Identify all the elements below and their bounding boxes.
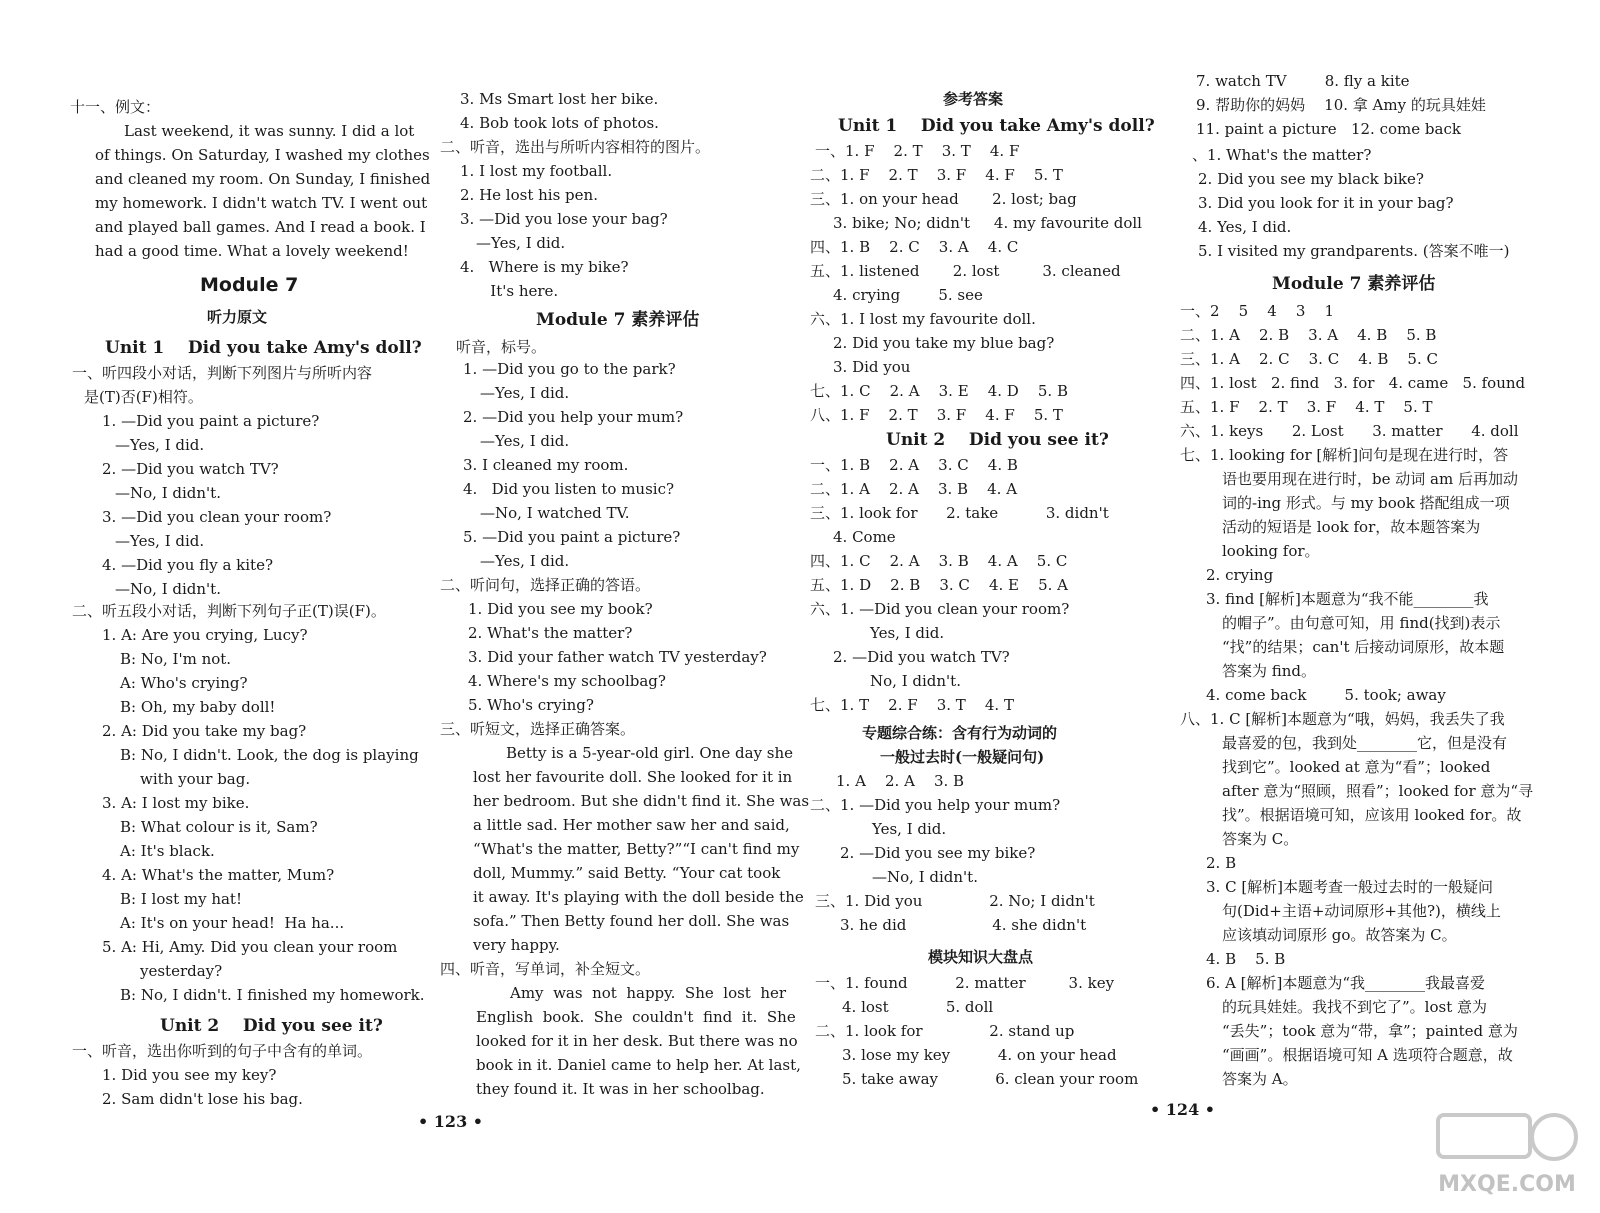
col4-line-13: 四、1. lost 2. find 3. for 4. came 5. found xyxy=(1180,374,1526,392)
col4-line-22: 3. find [解析]本题意为“我不能________我 xyxy=(1206,590,1489,608)
col4-line-33: 2. B xyxy=(1206,854,1237,872)
col4-line-28: 最喜爱的包，我到处________它，但是没有 xyxy=(1222,734,1508,752)
col1-line-40: 1. Did you see my key? xyxy=(102,1066,277,1084)
col4-line-29: 找到它”。looked at 意为“看”；looked xyxy=(1222,758,1491,776)
col4-line-31: 找”。根据语境可知，应该用 looked for。故 xyxy=(1222,806,1522,824)
col2-line-33: doll, Mummy.” said Betty. “Your cat took xyxy=(473,864,781,882)
col2-line-1: 3. Ms Smart lost her bike. xyxy=(460,90,659,108)
col4-line-18: 词的-ing 形式。与 my book 搭配组成一项 xyxy=(1222,494,1510,512)
col1-line-13: 1. —Did you paint a picture? xyxy=(102,412,320,430)
col3-line-21: 五、1. D 2. B 3. C 4. E 5. A xyxy=(810,576,1068,594)
col4-line-35: 句(Did+主语+动词原形+其他?)，横线上 xyxy=(1222,902,1501,920)
col3-line-31: Yes, I did. xyxy=(872,820,947,838)
col2-line-11: 听音，标号。 xyxy=(456,338,547,356)
col3-line-28: 一般过去时(一般疑问句) xyxy=(880,748,1045,766)
col1-line-1: 十一、例文： xyxy=(70,98,161,116)
col3-line-11: 2. Did you take my blue bag? xyxy=(833,334,1055,352)
col4-line-42: 答案为 A。 xyxy=(1222,1070,1298,1088)
col1-line-23: B: No, I'm not. xyxy=(120,650,232,668)
col3-line-9: 4. crying 5. see xyxy=(833,286,983,304)
col3-line-4: 二、1. F 2. T 3. F 4. F 5. T xyxy=(810,166,1063,184)
col3-line-36: 模块知识大盘点 xyxy=(928,948,1034,966)
col2-line-25: 4. Where's my schoolbag? xyxy=(468,672,666,690)
col1-line-33: B: I lost my hat! xyxy=(120,890,242,908)
col4-line-24: “找”的结果；can't 后接动词原形，故本题 xyxy=(1222,638,1505,656)
col3-line-10: 六、1. I lost my favourite doll. xyxy=(810,310,1036,328)
col4-line-34: 3. C [解析]本题考查一般过去时的一般疑问 xyxy=(1206,878,1494,896)
col2-line-29: lost her favourite doll. She looked for it in xyxy=(473,768,793,786)
col1-line-20: —No, I didn't. xyxy=(115,580,221,598)
col3-line-35: 3. he did 4. she didn't xyxy=(840,916,1087,934)
col1-line-10: Unit 1 Did you take Amy's doll? xyxy=(105,338,422,358)
col1-line-2: Last weekend, it was sunny. I did a lot xyxy=(124,122,415,140)
col1-line-6: and played ball games. And I read a book. I xyxy=(95,218,426,236)
col3-line-25: No, I didn't. xyxy=(870,672,961,690)
col3-line-34: 三、1. Did you 2. No; I didn't xyxy=(815,892,1095,910)
col2-line-21: 二、听问句，选择正确的答语。 xyxy=(440,576,651,594)
col1-line-11: 一、听四段小对话，判断下列图片与所听内容 xyxy=(72,364,373,382)
col3-line-37: 一、1. found 2. matter 3. key xyxy=(815,974,1115,992)
col4-line-26: 4. come back 5. took; away xyxy=(1206,686,1446,704)
col1-line-7: had a good time. What a lovely weekend! xyxy=(95,242,409,260)
col4-line-19: 活动的短语是 look for，故本题答案为 xyxy=(1222,518,1481,536)
col1-line-27: B: No, I didn't. Look, the dog is playing xyxy=(120,746,419,764)
col2-line-8: 4. Where is my bike? xyxy=(460,258,629,276)
col1-line-39: 一、听音，选出你听到的句子中含有的单词。 xyxy=(72,1042,373,1060)
col1-line-32: 4. A: What's the matter, Mum? xyxy=(102,866,335,884)
col4-line-5: 2. Did you see my black bike? xyxy=(1198,170,1424,188)
col4-line-12: 三、1. A 2. C 3. C 4. B 5. C xyxy=(1180,350,1438,368)
col4-line-7: 4. Yes, I did. xyxy=(1198,218,1292,236)
col2-line-18: —No, I watched TV. xyxy=(480,504,630,522)
col1-line-30: B: What colour is it, Sam? xyxy=(120,818,318,836)
col4-line-41: “画画”。根据语境可知 A 选项符合题意，故 xyxy=(1222,1046,1513,1064)
col2-line-12: 1. —Did you go to the park? xyxy=(463,360,676,378)
col2-line-5: 2. He lost his pen. xyxy=(460,186,598,204)
col1-line-37: B: No, I didn't. I finished my homework. xyxy=(120,986,425,1004)
col3-line-41: 5. take away 6. clean your room xyxy=(842,1070,1139,1088)
col3-line-15: Unit 2 Did you see it? xyxy=(886,430,1109,450)
col2-line-24: 3. Did your father watch TV yesterday? xyxy=(468,648,767,666)
col2-line-34: it away. It's playing with the doll beside the xyxy=(473,888,804,906)
col2-line-3: 二、听音，选出与所听内容相符的图片。 xyxy=(440,138,711,156)
col4-line-25: 答案为 find。 xyxy=(1222,662,1317,680)
col4-line-4: 、1. What's the matter? xyxy=(1192,146,1372,164)
col4-line-27: 八、1. C [解析]本题意为“哦，妈妈，我丢失了我 xyxy=(1180,710,1505,728)
col1-line-25: B: Oh, my baby doll! xyxy=(120,698,276,716)
col2-line-22: 1. Did you see my book? xyxy=(468,600,653,618)
col2-line-16: 3. I cleaned my room. xyxy=(463,456,629,474)
col4-line-3: 11. paint a picture 12. come back xyxy=(1196,120,1461,138)
col2-line-14: 2. —Did you help your mum? xyxy=(463,408,684,426)
col4-line-30: after 意为“照顾，照看”；looked for 意为“寻 xyxy=(1222,782,1534,800)
col1-line-38: Unit 2 Did you see it? xyxy=(160,1016,383,1036)
col3-line-16: 一、1. B 2. A 3. C 4. B xyxy=(810,456,1018,474)
col1-line-21: 二、听五段小对话，判断下列句子正(T)误(F)。 xyxy=(72,602,386,620)
col3-line-22: 六、1. —Did you clean your room? xyxy=(810,600,1070,618)
col4-line-1: 7. watch TV 8. fly a kite xyxy=(1196,72,1410,90)
col3-line-32: 2. —Did you see my bike? xyxy=(840,844,1036,862)
col4-line-16: 七、1. looking for [解析]问句是现在进行时，答 xyxy=(1180,446,1509,464)
col3-line-30: 二、1. —Did you help your mum? xyxy=(810,796,1061,814)
col4-line-15: 六、1. keys 2. Lost 3. matter 4. doll xyxy=(1180,422,1519,440)
col3-line-26: 七、1. T 2. F 3. T 4. T xyxy=(810,696,1014,714)
col1-line-15: 2. —Did you watch TV? xyxy=(102,460,279,478)
col2-line-10: Module 7 素养评估 xyxy=(536,310,700,330)
col2-line-39: English book. She couldn't find it. She xyxy=(476,1008,796,1026)
page-number-123: • 123 • xyxy=(418,1112,483,1131)
watermark-logo-icon xyxy=(1432,1107,1582,1197)
col1-line-12: 是(T)否(F)相符。 xyxy=(84,388,203,406)
col1-line-36: yesterday? xyxy=(140,962,223,980)
col3-line-27: 专题综合练：含有行为动词的 xyxy=(862,724,1058,742)
col4-line-2: 9. 帮助你的妈妈 10. 拿 Amy 的玩具娃娃 xyxy=(1196,96,1486,114)
col1-line-17: 3. —Did you clean your room? xyxy=(102,508,332,526)
col4-line-8: 5. I visited my grandparents. (答案不唯一) xyxy=(1198,242,1510,260)
col4-line-14: 五、1. F 2. T 3. F 4. T 5. T xyxy=(1180,398,1433,416)
col1-line-29: 3. A: I lost my bike. xyxy=(102,794,250,812)
col3-line-29: 1. A 2. A 3. B xyxy=(836,772,965,790)
col2-line-6: 3. —Did you lose your bag? xyxy=(460,210,668,228)
col2-line-19: 5. —Did you paint a picture? xyxy=(463,528,681,546)
col3-line-12: 3. Did you xyxy=(833,358,911,376)
col1-line-31: A: It's black. xyxy=(120,842,215,860)
col4-line-11: 二、1. A 2. B 3. A 4. B 5. B xyxy=(1180,326,1437,344)
col2-line-23: 2. What's the matter? xyxy=(468,624,633,642)
col1-line-5: my homework. I didn't watch TV. I went out xyxy=(95,194,428,212)
col4-line-9: Module 7 素养评估 xyxy=(1272,274,1436,294)
col2-line-17: 4. Did you listen to music? xyxy=(463,480,675,498)
col1-line-34: A: It's on your head! Ha ha... xyxy=(120,914,345,932)
watermark-text: MXQE.COM xyxy=(1438,1172,1576,1197)
col3-line-33: —No, I didn't. xyxy=(872,868,978,886)
col3-line-7: 四、1. B 2. C 3. A 4. C xyxy=(810,238,1019,256)
col3-line-24: 2. —Did you watch TV? xyxy=(833,648,1010,666)
page-number-124: • 124 • xyxy=(1150,1100,1215,1119)
col3-line-1: 参考答案 xyxy=(943,90,1004,108)
col3-line-17: 二、1. A 2. A 3. B 4. A xyxy=(810,480,1018,498)
col2-line-41: book in it. Daniel came to help her. At last, xyxy=(476,1056,801,1074)
col1-line-22: 1. A: Are you crying, Lucy? xyxy=(102,626,308,644)
col1-line-4: and cleaned my room. On Sunday, I finished xyxy=(95,170,431,188)
col3-line-13: 七、1. C 2. A 3. E 4. D 5. B xyxy=(810,382,1068,400)
col3-line-8: 五、1. listened 2. lost 3. cleaned xyxy=(810,262,1121,280)
col1-line-9: 听力原文 xyxy=(207,308,268,326)
col2-line-40: looked for it in her desk. But there was no xyxy=(476,1032,798,1050)
col3-line-18: 三、1. look for 2. take 3. didn't xyxy=(810,504,1109,522)
col2-line-36: very happy. xyxy=(473,936,560,954)
col3-line-23: Yes, I did. xyxy=(870,624,945,642)
col4-line-21: 2. crying xyxy=(1206,566,1274,584)
watermark xyxy=(1432,1107,1582,1201)
col2-line-31: a little sad. Her mother saw her and said, xyxy=(473,816,790,834)
col1-line-41: 2. Sam didn't lose his bag. xyxy=(102,1090,303,1108)
col1-line-3: of things. On Saturday, I washed my clothes xyxy=(95,146,430,164)
col4-line-38: 6. A [解析]本题意为“我________我最喜爱 xyxy=(1206,974,1486,992)
col3-line-19: 4. Come xyxy=(833,528,896,546)
col4-line-32: 答案为 C。 xyxy=(1222,830,1299,848)
col4-line-20: looking for。 xyxy=(1222,542,1320,560)
col4-line-6: 3. Did you look for it in your bag? xyxy=(1198,194,1454,212)
col2-line-20: —Yes, I did. xyxy=(480,552,570,570)
col4-line-23: 的帽子”。由句意可知，用 find(找到)表示 xyxy=(1222,614,1501,632)
col4-line-40: “丢失”；took 意为“带，拿”；painted 意为 xyxy=(1222,1022,1518,1040)
col1-line-28: with your bag. xyxy=(140,770,251,788)
col1-line-14: —Yes, I did. xyxy=(115,436,205,454)
col3-line-6: 3. bike; No; didn't 4. my favourite doll xyxy=(833,214,1142,232)
col2-line-38: Amy was not happy. She lost her xyxy=(510,984,787,1002)
col2-line-28: Betty is a 5-year-old girl. One day she xyxy=(506,744,794,762)
col2-line-35: sofa.” Then Betty found her doll. She was xyxy=(473,912,790,930)
col2-line-32: “What's the matter, Betty?”“I can't find my xyxy=(473,840,800,858)
col2-line-13: —Yes, I did. xyxy=(480,384,570,402)
col1-line-35: 5. A: Hi, Amy. Did you clean your room xyxy=(102,938,398,956)
col2-line-30: her bedroom. But she didn't find it. She was xyxy=(473,792,810,810)
col2-line-15: —Yes, I did. xyxy=(480,432,570,450)
col1-line-8: Module 7 xyxy=(200,274,299,296)
col4-line-37: 4. B 5. B xyxy=(1206,950,1286,968)
col2-line-4: 1. I lost my football. xyxy=(460,162,613,180)
col1-line-16: —No, I didn't. xyxy=(115,484,221,502)
col3-line-40: 3. lose my key 4. on your head xyxy=(842,1046,1117,1064)
col4-line-39: 的玩具娃娃。我找不到它了”。lost 意为 xyxy=(1222,998,1487,1016)
col1-line-19: 4. —Did you fly a kite? xyxy=(102,556,273,574)
col4-line-17: 语也要用现在进行时，be 动词 am 后再加动 xyxy=(1222,470,1518,488)
col1-line-18: —Yes, I did. xyxy=(115,532,205,550)
col1-line-24: A: Who's crying? xyxy=(120,674,248,692)
col2-line-37: 四、听音，写单词，补全短文。 xyxy=(440,960,651,978)
col2-line-42: they found it. It was in her schoolbag. xyxy=(476,1080,765,1098)
col4-line-36: 应该填动词原形 go。故答案为 C。 xyxy=(1222,926,1457,944)
col3-line-20: 四、1. C 2. A 3. B 4. A 5. C xyxy=(810,552,1068,570)
col4-line-10: 一、2 5 4 3 1 xyxy=(1180,302,1335,320)
col2-line-7: —Yes, I did. xyxy=(476,234,566,252)
col2-line-2: 4. Bob took lots of photos. xyxy=(460,114,659,132)
col1-line-26: 2. A: Did you take my bag? xyxy=(102,722,307,740)
col3-line-2: Unit 1 Did you take Amy's doll? xyxy=(838,116,1155,136)
col3-line-3: 一、1. F 2. T 3. T 4. F xyxy=(815,142,1020,160)
col3-line-39: 二、1. look for 2. stand up xyxy=(815,1022,1075,1040)
col3-line-38: 4. lost 5. doll xyxy=(842,998,994,1016)
col2-line-26: 5. Who's crying? xyxy=(468,696,594,714)
col2-line-27: 三、听短文，选择正确答案。 xyxy=(440,720,636,738)
col3-line-5: 三、1. on your head 2. lost; bag xyxy=(810,190,1077,208)
col2-line-9: It's here. xyxy=(476,282,559,300)
col3-line-14: 八、1. F 2. T 3. F 4. F 5. T xyxy=(810,406,1063,424)
